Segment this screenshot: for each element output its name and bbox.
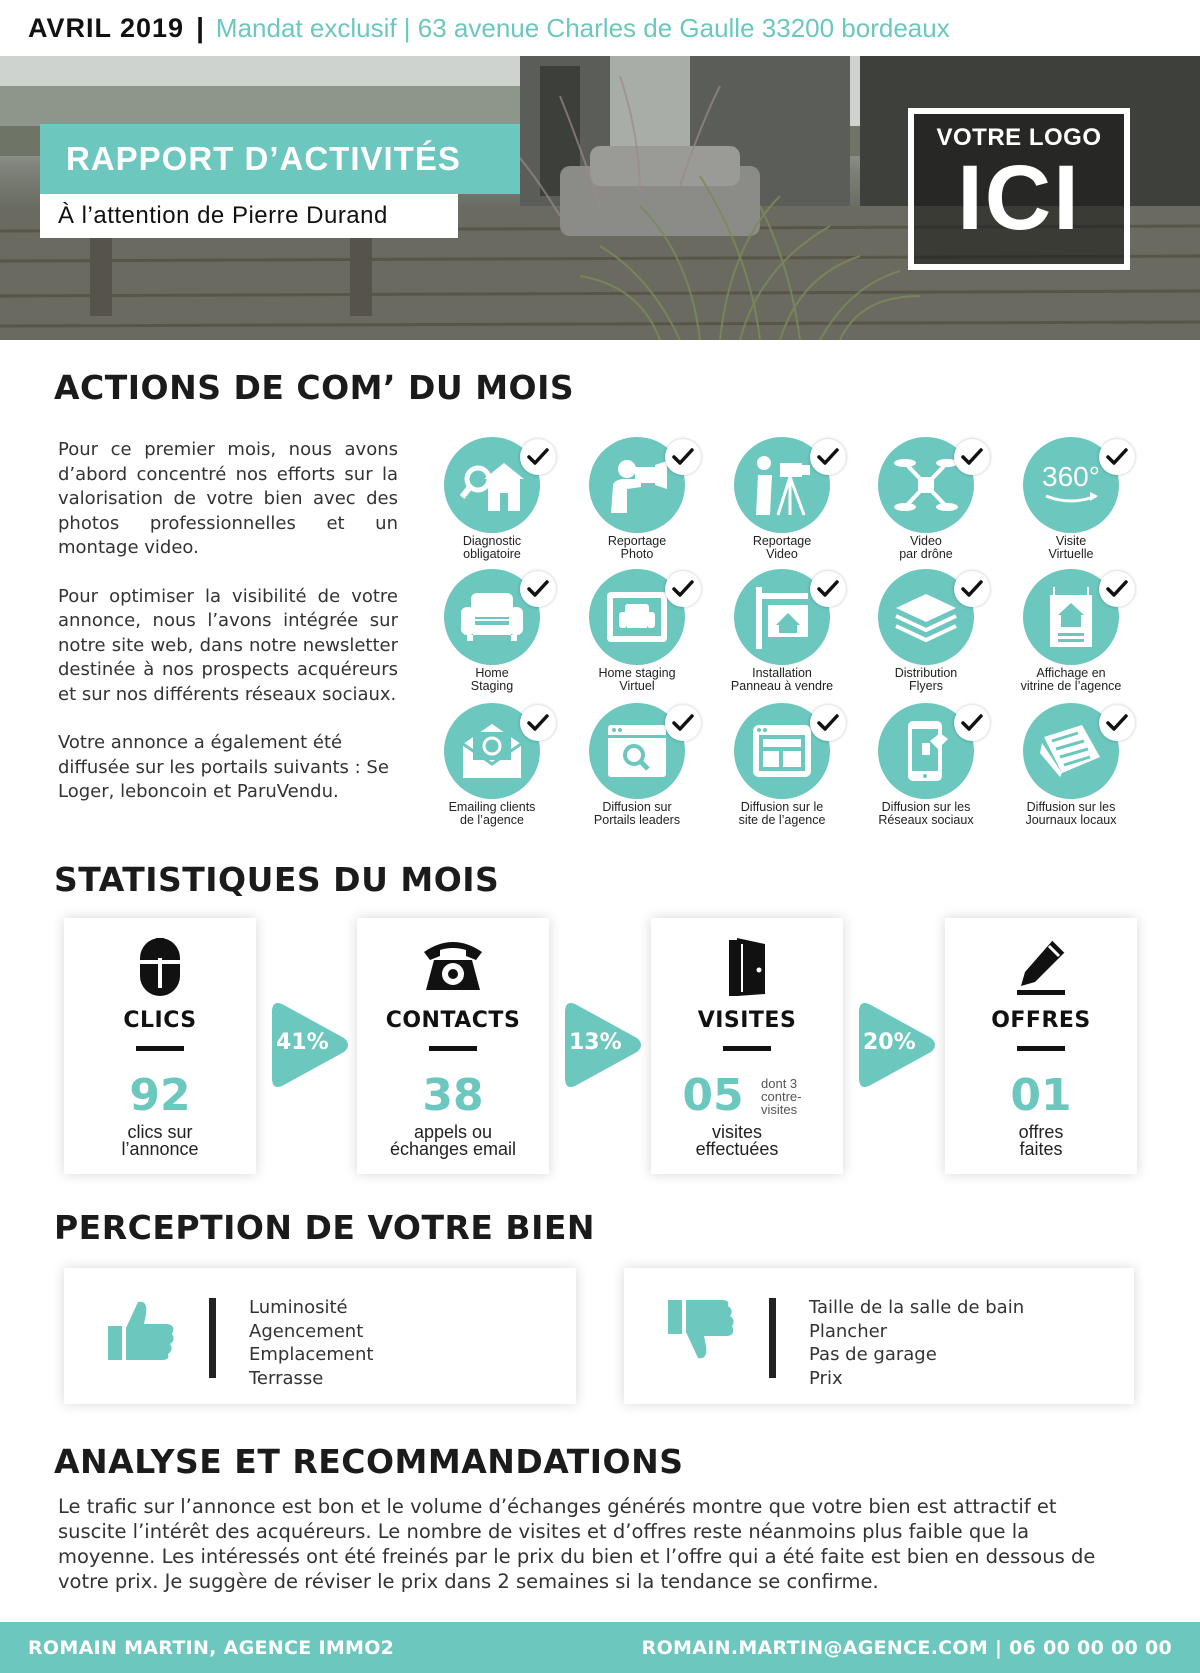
- thumbs-down-icon: [668, 1298, 736, 1366]
- action-label: [559, 801, 715, 826]
- actions-heading: ACTIONS DE COM’ DU MOIS: [54, 368, 575, 407]
- action-label: [704, 535, 860, 560]
- recipient-name: À l’attention de Pierre Durand: [58, 202, 388, 229]
- action-label: [993, 667, 1149, 692]
- checkmark-icon: [810, 705, 846, 741]
- intro-paragraph-3: Votre annonce a également été diffusée sur les portails suivants : Se Loger, leboncoin et ParuVendu.: [58, 732, 389, 802]
- action-label-line2: Virtuel: [619, 678, 655, 693]
- checkmark-icon: [520, 571, 556, 607]
- action-label-line2: Journaux locaux: [1025, 812, 1117, 827]
- footer-bar: [0, 1622, 1200, 1673]
- action-label: [848, 801, 1004, 826]
- action-label: [559, 667, 715, 692]
- stat-divider: [136, 1046, 184, 1051]
- action-item: [1009, 703, 1139, 833]
- pen-icon: [945, 936, 1137, 998]
- action-item: [430, 569, 560, 699]
- negative-item: Plancher: [809, 1320, 888, 1342]
- action-item: [1009, 437, 1139, 567]
- stat-name: CLICS: [123, 1008, 197, 1033]
- stat-desc-line1: appels ou: [413, 1122, 493, 1142]
- stats-heading: STATISTIQUES DU MOIS: [54, 860, 500, 899]
- analysis-text: Le trafic sur l’annonce est bon et le volume d’échanges générés montre que votre bien est attractif et suscite l’intérêt des acquéreurs. Le nombre de visites et d’offres reste néanmoins plus faible que la moyenne. Les intéressés ont été freinés par le prix du bien et l’offre qui a été faite est bien en dessous de votre prix. Je suggère de réviser le prix dans 2 semaines si la tendance se confirme.: [58, 1495, 1096, 1593]
- stat-description: [357, 1124, 549, 1158]
- report-date: AVRIL 2019: [28, 12, 185, 43]
- checkmark-icon: [665, 439, 701, 475]
- action-item: [575, 437, 705, 567]
- door-icon: [651, 936, 843, 998]
- action-label: [414, 667, 570, 692]
- action-item: [575, 703, 705, 833]
- action-item: [720, 437, 850, 567]
- recipient-box: [40, 194, 458, 238]
- card-divider: [209, 1298, 216, 1378]
- action-label-line1: Home staging: [598, 666, 676, 680]
- action-label-line1: Affichage en: [1036, 666, 1106, 680]
- intro-paragraph-1: Pour ce premier mois, nous avons d’abord concentré nos efforts sur la valorisation de votre bien avec des photos professionnelles et un montage video.: [58, 439, 398, 558]
- stat-card-contacts: [357, 918, 549, 1174]
- checkmark-icon: [520, 705, 556, 741]
- ratio-value: 13%: [569, 1030, 622, 1055]
- action-label-line2: Staging: [470, 678, 514, 693]
- action-label: [414, 801, 570, 826]
- action-label-line1: Distribution: [894, 666, 958, 680]
- card-divider: [769, 1298, 776, 1378]
- stat-card-visites: [651, 918, 843, 1174]
- action-label-line2: Panneau à vendre: [730, 678, 834, 693]
- action-label-line1: Diffusion sur: [602, 800, 672, 814]
- checkmark-icon: [1099, 705, 1135, 741]
- action-label-line2: Flyers: [908, 678, 944, 693]
- action-label: [848, 535, 1004, 560]
- action-label-line2: obligatoire: [463, 546, 521, 561]
- action-label-line1: Diffusion sur les: [881, 800, 971, 814]
- positive-item: Agencement: [249, 1320, 364, 1342]
- intro-paragraph-2: Pour optimiser la visibilité de votre annonce, nous l’avons intégrée sur notre site web, dans notre newsletter destinée à nos prospects acquéreurs et sur nos différents réseaux sociaux.: [58, 585, 398, 705]
- action-item: [575, 569, 705, 699]
- negatives-list: [809, 1296, 1024, 1390]
- positive-item: Terrasse: [249, 1367, 324, 1389]
- checkmark-icon: [954, 705, 990, 741]
- telephone-icon: [357, 936, 549, 998]
- stat-value: 38: [422, 1070, 484, 1121]
- action-label: [993, 801, 1149, 826]
- stat-value: 05: [682, 1070, 744, 1121]
- hero-banner: [0, 56, 1200, 340]
- checkmark-icon: [810, 571, 846, 607]
- ratio-arrow-3: [855, 1000, 937, 1090]
- checkmark-icon: [954, 439, 990, 475]
- stat-card-offres: [945, 918, 1137, 1174]
- stat-desc-line2: faites: [1019, 1139, 1063, 1159]
- action-label: [848, 667, 1004, 692]
- action-item: [864, 703, 994, 833]
- action-item: [430, 437, 560, 567]
- checkmark-icon: [954, 571, 990, 607]
- report-title: RAPPORT D’ACTIVITÉS: [66, 140, 461, 177]
- action-label-line1: Emailing clients: [448, 800, 536, 814]
- positives-card: [64, 1268, 576, 1404]
- stat-note-line1: dont 3: [761, 1076, 798, 1091]
- stat-description: [641, 1124, 833, 1158]
- stat-name: OFFRES: [991, 1008, 1091, 1033]
- action-label-line2: Video: [766, 546, 798, 561]
- action-label: [993, 535, 1149, 560]
- action-label-line1: Visite: [1055, 534, 1087, 548]
- action-label-line1: Reportage: [607, 534, 667, 548]
- positive-item: Emplacement: [249, 1344, 374, 1365]
- logo-placeholder: [908, 108, 1130, 270]
- stat-note: [761, 1077, 831, 1116]
- property-address: Mandat exclusif | 63 avenue Charles de Gaulle 33200 bordeaux: [215, 12, 950, 43]
- action-label-line1: Home: [475, 666, 509, 680]
- logo-line1: VOTRE LOGO: [936, 124, 1102, 151]
- agent-name: ROMAIN MARTIN, AGENCE IMMO2: [28, 1636, 395, 1659]
- action-label-line1: Video: [910, 534, 942, 548]
- stat-desc-line1: visites: [711, 1122, 762, 1142]
- action-label-line1: Installation: [752, 666, 812, 680]
- action-label-line2: par drône: [899, 546, 953, 561]
- mouse-icon: [64, 936, 256, 998]
- stat-description: [945, 1124, 1137, 1158]
- action-label-line1: Diffusion sur le: [740, 800, 824, 814]
- action-label-line1: Diagnostic: [462, 534, 522, 548]
- checkmark-icon: [520, 439, 556, 475]
- action-label-line2: Portails leaders: [593, 812, 681, 827]
- checkmark-icon: [1099, 571, 1135, 607]
- action-label-line1: Reportage: [752, 534, 812, 548]
- negative-item: Pas de garage: [809, 1344, 937, 1365]
- actions-intro: [58, 438, 398, 829]
- checkmark-icon: [665, 571, 701, 607]
- action-item: [720, 703, 850, 833]
- action-label-line1: Diffusion sur les: [1026, 800, 1116, 814]
- action-item: [1009, 569, 1139, 699]
- header-separator: |: [196, 12, 204, 43]
- perception-heading: PERCEPTION DE VOTRE BIEN: [54, 1208, 596, 1247]
- agent-contact: ROMAIN.MARTIN@AGENCE.COM | 06 00 00 00 00: [641, 1636, 1172, 1659]
- action-item: [430, 703, 560, 833]
- action-label: [414, 535, 570, 560]
- ratio-value: 20%: [863, 1030, 916, 1055]
- stat-value: 92: [129, 1070, 191, 1121]
- positive-item: Luminosité: [249, 1297, 348, 1318]
- stat-note-line2: contre-: [761, 1089, 802, 1104]
- 360-glyph: 360°: [1042, 461, 1100, 492]
- action-label-line2: site de l’agence: [738, 812, 826, 827]
- stat-note-line3: visites: [761, 1102, 798, 1117]
- action-label-line2: Virtuelle: [1048, 546, 1094, 561]
- checkmark-icon: [1099, 439, 1135, 475]
- report-title-box: [40, 124, 520, 194]
- action-label: [704, 801, 860, 826]
- stat-desc-line2: échanges email: [389, 1139, 517, 1159]
- action-item: [864, 569, 994, 699]
- stat-value: 01: [1010, 1070, 1072, 1121]
- stat-divider: [1017, 1046, 1065, 1051]
- checkmark-icon: [665, 705, 701, 741]
- action-label: [559, 535, 715, 560]
- negatives-card: [624, 1268, 1134, 1404]
- stat-name: VISITES: [697, 1008, 797, 1033]
- analysis-heading: ANALYSE ET RECOMMANDATIONS: [54, 1442, 684, 1481]
- positives-list: [249, 1296, 373, 1390]
- stat-desc-line1: clics sur: [127, 1122, 193, 1142]
- header-bar: [0, 0, 1200, 56]
- action-item: [864, 437, 994, 567]
- action-label-line2: Réseaux sociaux: [878, 812, 974, 827]
- stat-divider: [429, 1046, 477, 1051]
- stat-divider: [723, 1046, 771, 1051]
- negative-item: Prix: [809, 1367, 843, 1389]
- thumbs-up-icon: [108, 1298, 176, 1366]
- logo-line2: ICI: [957, 147, 1081, 249]
- stat-card-clics: [64, 918, 256, 1174]
- stat-desc-line2: effectuées: [695, 1139, 779, 1159]
- ratio-value: 41%: [276, 1030, 329, 1055]
- stat-desc-line1: offres: [1018, 1122, 1064, 1142]
- action-label-line2: Photo: [620, 546, 654, 561]
- action-label-line2: de l’agence: [460, 812, 524, 827]
- action-label-line2: vitrine de l’agence: [1020, 678, 1122, 693]
- stat-desc-line2: l’annonce: [121, 1139, 199, 1159]
- checkmark-icon: [810, 439, 846, 475]
- stat-description: [64, 1124, 256, 1158]
- stat-name: CONTACTS: [385, 1008, 521, 1033]
- action-label: [704, 667, 860, 692]
- ratio-arrow-1: [268, 1000, 350, 1090]
- action-item: [720, 569, 850, 699]
- negative-item: Taille de la salle de bain: [809, 1297, 1025, 1318]
